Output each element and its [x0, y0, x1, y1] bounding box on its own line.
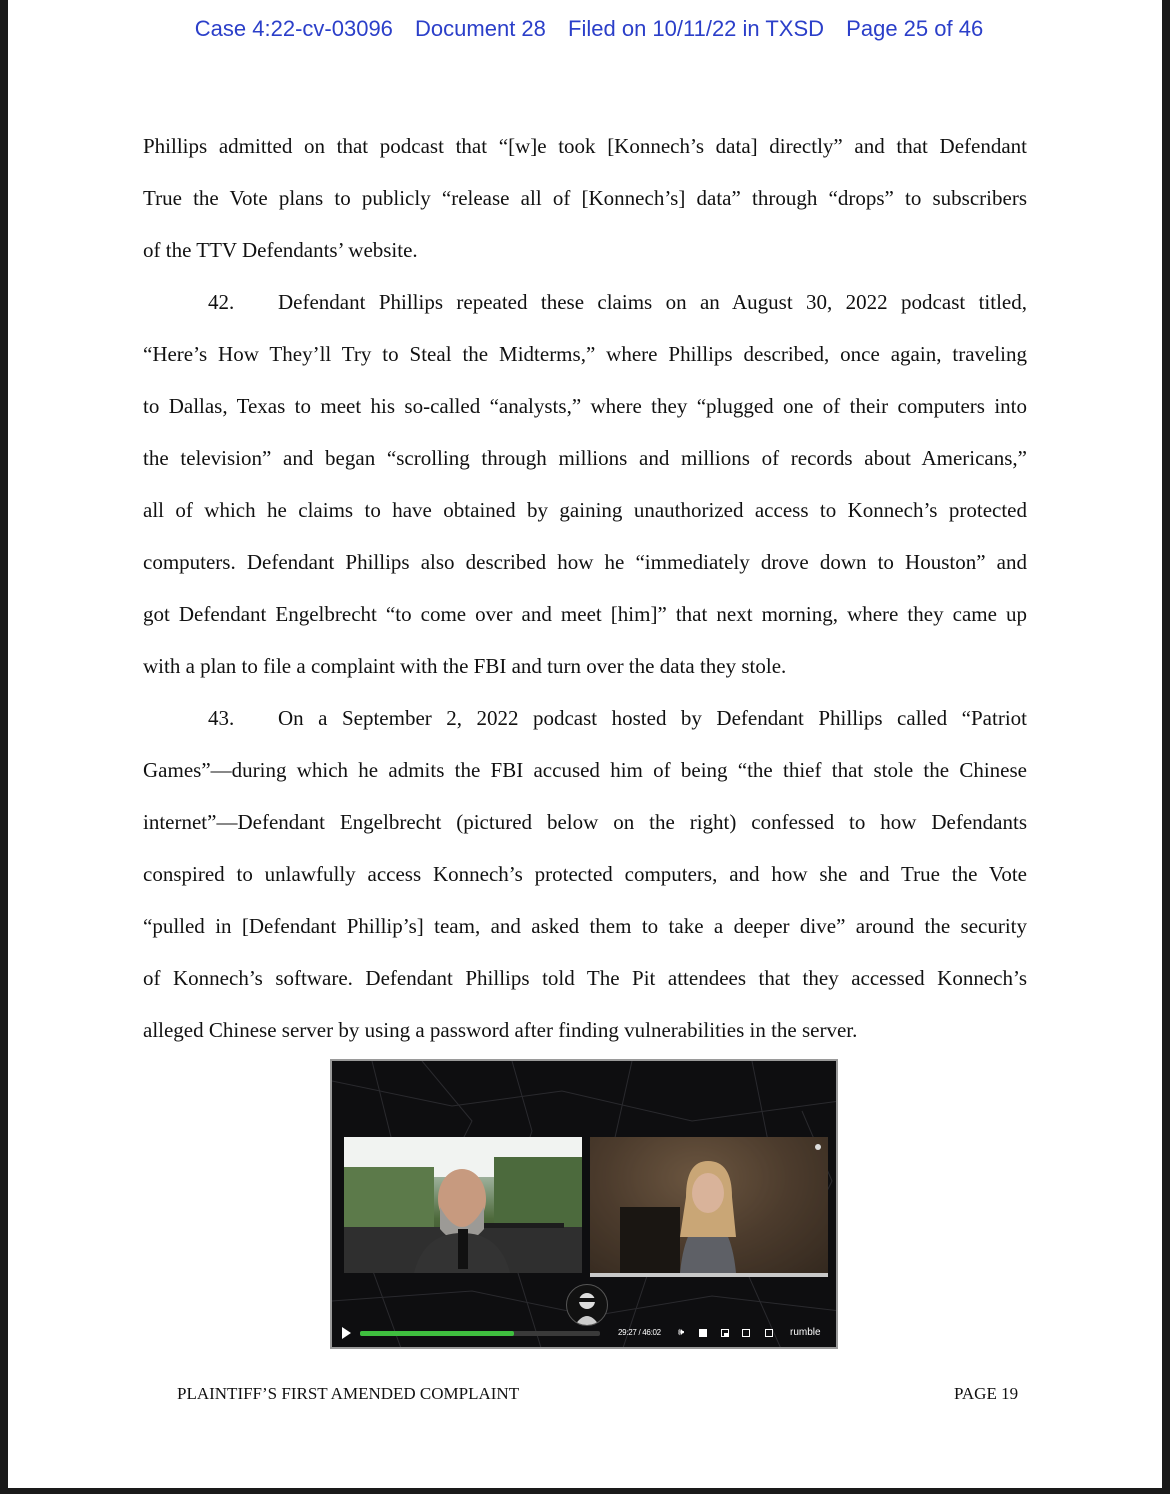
fullscreen-icon[interactable] [765, 1329, 773, 1337]
text-line: to Dallas, Texas to meet his so-called “analysts,” where they “plugged one of their computers into [143, 394, 1027, 418]
footer-page-number: PAGE 19 [954, 1384, 1019, 1403]
text-line: Defendant Phillips repeated these claims on an August 30, 2022 podcast titled, [278, 290, 1027, 314]
text-line: with a plan to file a complaint with the FBI and turn over the data they stole. [143, 654, 787, 678]
guest-feed-bar [590, 1273, 828, 1277]
case-number: Case 4:22-cv-03096 [194, 16, 393, 41]
guest-person-image [590, 1137, 828, 1273]
paragraph-number: 43. [208, 706, 235, 730]
seek-bar-fill [360, 1331, 514, 1336]
document-number: Document 28 [415, 16, 546, 41]
text-line: On a September 2, 2022 podcast hosted by Defendant Phillips called “Patriot [278, 706, 1027, 730]
text-line: “Here’s How They’ll Try to Steal the Midterms,” where Phillips described, once again, traveling [143, 342, 1027, 366]
text-line: all of which he claims to have obtained by gaining unauthorized access to Konnech’s protected [143, 498, 1027, 522]
paragraph-number: 42. [208, 290, 235, 314]
rumble-logo[interactable]: rumble [790, 1327, 821, 1338]
volume-icon[interactable]: 🕪 [677, 1327, 685, 1338]
video-controls [332, 1321, 836, 1347]
text-line: got Defendant Engelbrecht “to come over and meet [him]” that next morning, where they came up [143, 602, 1027, 626]
text-line: alleged Chinese server by using a password after finding vulnerabilities in the server. [143, 1018, 858, 1042]
host-person-image [344, 1137, 582, 1273]
page-of: Page 25 of 46 [846, 16, 984, 41]
channel-logo-image [567, 1285, 607, 1325]
document-page [8, 0, 1162, 1488]
channel-logo [566, 1284, 608, 1326]
seek-bar[interactable] [360, 1331, 600, 1336]
guest-video-feed [590, 1137, 828, 1273]
text-line: of Konnech’s software. Defendant Phillips told The Pit attendees that they accessed Konnech’s [143, 966, 1027, 990]
text-line: conspired to unlawfully access Konnech’s protected computers, and how she and True the Vote [143, 862, 1027, 886]
filed-date: Filed on 10/11/22 in TXSD [568, 16, 825, 41]
text-line: internet”—Defendant Engelbrecht (pictured below on the right) confessed to how Defendants [143, 810, 1027, 834]
video-screenshot [330, 1059, 838, 1349]
text-line: Games”—during which he admits the FBI accused him of being “the thief that stole the Chinese [143, 758, 1027, 782]
play-icon[interactable] [342, 1327, 351, 1339]
pip-icon[interactable] [721, 1329, 729, 1337]
text-line: of the TTV Defendants’ website. [143, 238, 418, 262]
paragraph-42-first-line [143, 276, 1027, 328]
host-video-feed [344, 1137, 582, 1273]
text-line: computers. Defendant Phillips also described how he “immediately drove down to Houston” and [143, 550, 1027, 574]
body-text [143, 120, 1027, 1056]
text-line: “pulled in [Defendant Phillip’s] team, and asked them to take a deeper dive” around the security [143, 914, 1027, 938]
footer-title: PLAINTIFF’S FIRST AMENDED COMPLAINT [177, 1384, 520, 1403]
theater-icon[interactable] [742, 1329, 750, 1337]
text-line: the television” and began “scrolling through millions and millions of records about Americans,” [143, 446, 1027, 470]
text-line: True the Vote plans to publicly “release all of [Konnech’s] data” through “drops” to subscribers [143, 186, 1027, 210]
case-header [8, 16, 1162, 42]
settings-icon[interactable] [699, 1329, 707, 1337]
text-line: Phillips admitted on that podcast that “[w]e took [Konnech’s data] directly” and that Defendant [143, 134, 1027, 158]
video-time: 29:27 / 46:02 [618, 1328, 661, 1337]
paragraph-43-first-line [143, 692, 1027, 744]
